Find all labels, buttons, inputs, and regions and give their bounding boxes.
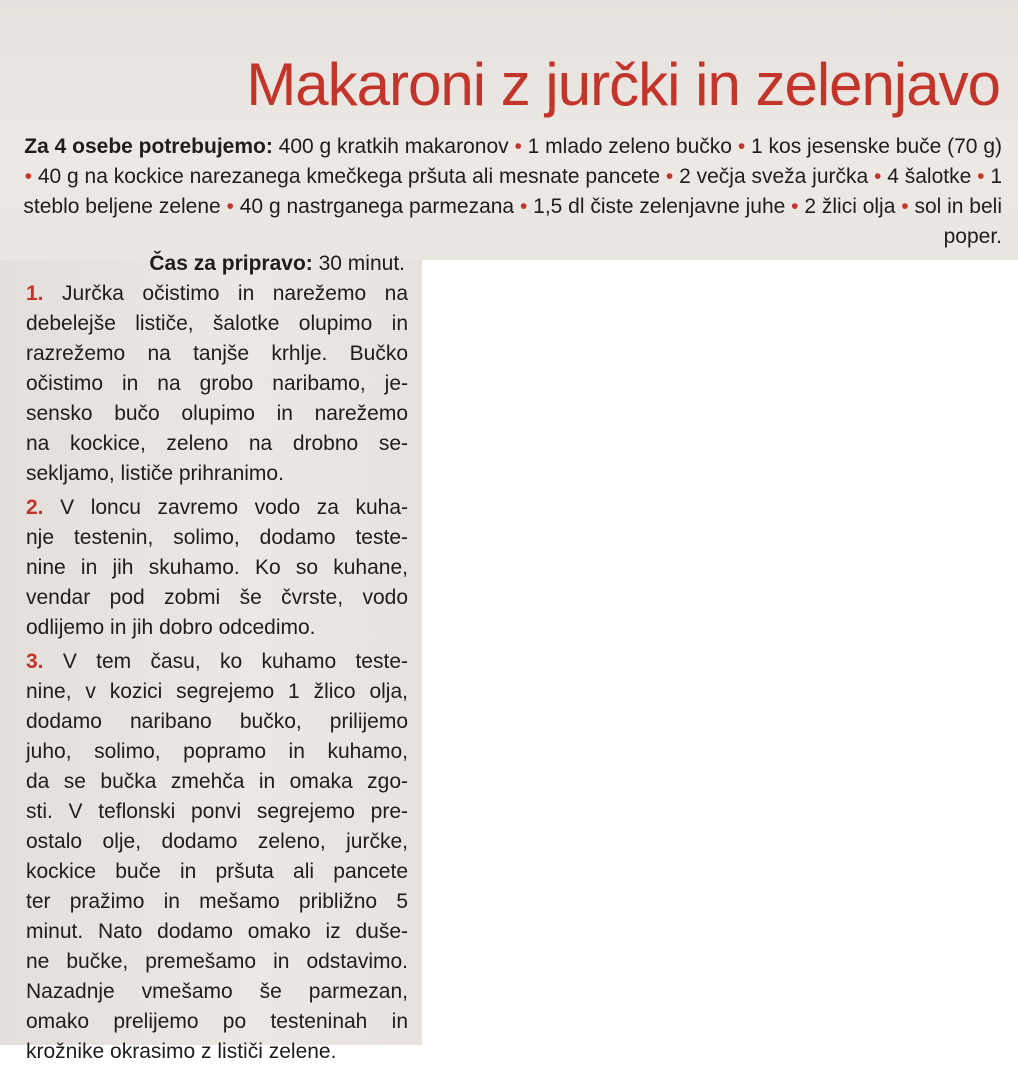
- step-line: [26, 493, 408, 523]
- step-line: [26, 917, 408, 947]
- step-line: [26, 947, 408, 977]
- ingredient-item: 1,5 dl čiste zelenjavne juhe: [533, 195, 786, 218]
- step-2: [26, 493, 408, 643]
- recipe-title: Makaroni z jurčki in zelenjavo: [246, 51, 1000, 118]
- servings-label: Za 4 osebe potrebujemo:: [24, 135, 273, 158]
- step-line: [26, 369, 408, 399]
- prep-time-value: 30 minut.: [318, 252, 405, 275]
- step-line: [26, 429, 408, 459]
- step-line: [26, 399, 408, 429]
- step-line: [26, 553, 408, 583]
- step-text: nine, v kozici segrejemo 1 žlico olja,: [26, 680, 408, 703]
- step-line: [26, 647, 408, 677]
- step-line: [26, 827, 408, 857]
- step-line: [26, 1007, 408, 1037]
- step-line: [26, 279, 408, 309]
- step-text: krožnike okrasimo z lističi zelene.: [26, 1040, 337, 1063]
- step-text: nine in jih skuhamo. Ko so kuhane,: [26, 556, 408, 579]
- step-3: [26, 647, 408, 1067]
- step-text: da se bučka zmehča in omaka zgo-: [26, 770, 408, 793]
- step-text: omako prelijemo po testeninah in: [26, 1010, 408, 1033]
- step-line: [26, 737, 408, 767]
- ingredient-item: 1 kos jesenske buče (70 g): [751, 135, 1002, 158]
- step-number: 3.: [26, 650, 44, 673]
- step-text: vendar pod zobmi še čvrste, vodo: [26, 586, 408, 609]
- ingredient-item: 1 steblo beljene zelene: [23, 165, 1002, 218]
- step-text: očistimo in na grobo naribamo, je-: [26, 372, 408, 395]
- step-line: [26, 887, 408, 917]
- bullet-dot: •: [220, 195, 240, 218]
- ingredients-paragraph: [20, 132, 1002, 252]
- ingredient-item: sol in beli poper.: [914, 195, 1002, 248]
- step-text: dodamo naribano bučko, prilijemo: [26, 710, 408, 733]
- step-line: [26, 339, 408, 369]
- bullet-dot: •: [514, 195, 534, 218]
- step-line: [26, 707, 408, 737]
- step-line: [26, 523, 408, 553]
- step-1: [26, 279, 408, 489]
- step-text: V tem času, ko kuhamo teste-: [62, 650, 408, 673]
- step-text: sekljamo, lističe prihranimo.: [26, 462, 284, 485]
- step-text: sensko bučo olupimo in narežemo: [26, 402, 408, 425]
- step-text: nje testenin, solimo, dodamo teste-: [26, 526, 408, 549]
- step-line: [26, 677, 408, 707]
- step-text: Jurčka očistimo in narežemo na: [62, 282, 408, 305]
- bullet-dot: •: [785, 195, 805, 218]
- step-line: [26, 613, 408, 643]
- instructions: [26, 279, 408, 1071]
- step-text: ostalo olje, dodamo zeleno, jurčke,: [26, 830, 408, 853]
- step-text: odlijemo in jih dobro odcedimo.: [26, 616, 316, 639]
- step-line: [26, 583, 408, 613]
- prep-time: [20, 249, 405, 279]
- ingredient-item: 4 šalotke: [887, 165, 972, 188]
- step-line: [26, 797, 408, 827]
- step-text: debelejše lističe, šalotke olupimo in: [26, 312, 408, 335]
- bullet-dot: •: [971, 165, 991, 188]
- ingredient-item: 40 g nastrganega parmezana: [239, 195, 515, 218]
- step-number: 2.: [26, 496, 44, 519]
- step-line: [26, 1037, 408, 1067]
- step-text: minut. Nato dodamo omako iz duše-: [26, 920, 408, 943]
- ingredient-item: 1 mlado zeleno bučko: [527, 135, 732, 158]
- ingredient-item: 2 žlici olja: [804, 195, 896, 218]
- step-line: [26, 309, 408, 339]
- step-text: Nazadnje vmešamo še parmezan,: [26, 980, 408, 1003]
- bullet-dot: •: [24, 165, 38, 188]
- bullet-dot: •: [508, 135, 528, 158]
- step-text: sti. V teflonski ponvi segrejemo pre-: [26, 800, 408, 823]
- bullet-dot: •: [660, 165, 680, 188]
- step-text: razrežemo na tanjše krhlje. Bučko: [26, 342, 408, 365]
- step-line: [26, 459, 408, 489]
- prep-time-label: Čas za pripravo:: [149, 252, 313, 275]
- ingredient-item: 400 g kratkih makaronov: [278, 135, 509, 158]
- ingredient-item: 2 večja sveža jurčka: [679, 165, 869, 188]
- step-text: ter pražimo in mešamo približno 5: [26, 890, 408, 913]
- step-text: V loncu zavremo vodo za kuha-: [60, 496, 409, 519]
- step-line: [26, 857, 408, 887]
- bullet-dot: •: [895, 195, 915, 218]
- bullet-dot: •: [731, 135, 752, 158]
- step-text: juho, solimo, popramo in kuhamo,: [26, 740, 408, 763]
- step-line: [26, 767, 408, 797]
- step-text: na kockice, zeleno na drobno se-: [26, 432, 408, 455]
- step-text: ne bučke, premešamo in odstavimo.: [26, 950, 408, 973]
- step-number: 1.: [26, 282, 44, 305]
- ingredient-item: 40 g na kockice narezanega kmečkega pršuta ali mesnate pancete: [37, 165, 661, 188]
- step-text: kockice buče in pršuta ali pancete: [26, 860, 408, 883]
- step-line: [26, 977, 408, 1007]
- bullet-dot: •: [868, 165, 888, 188]
